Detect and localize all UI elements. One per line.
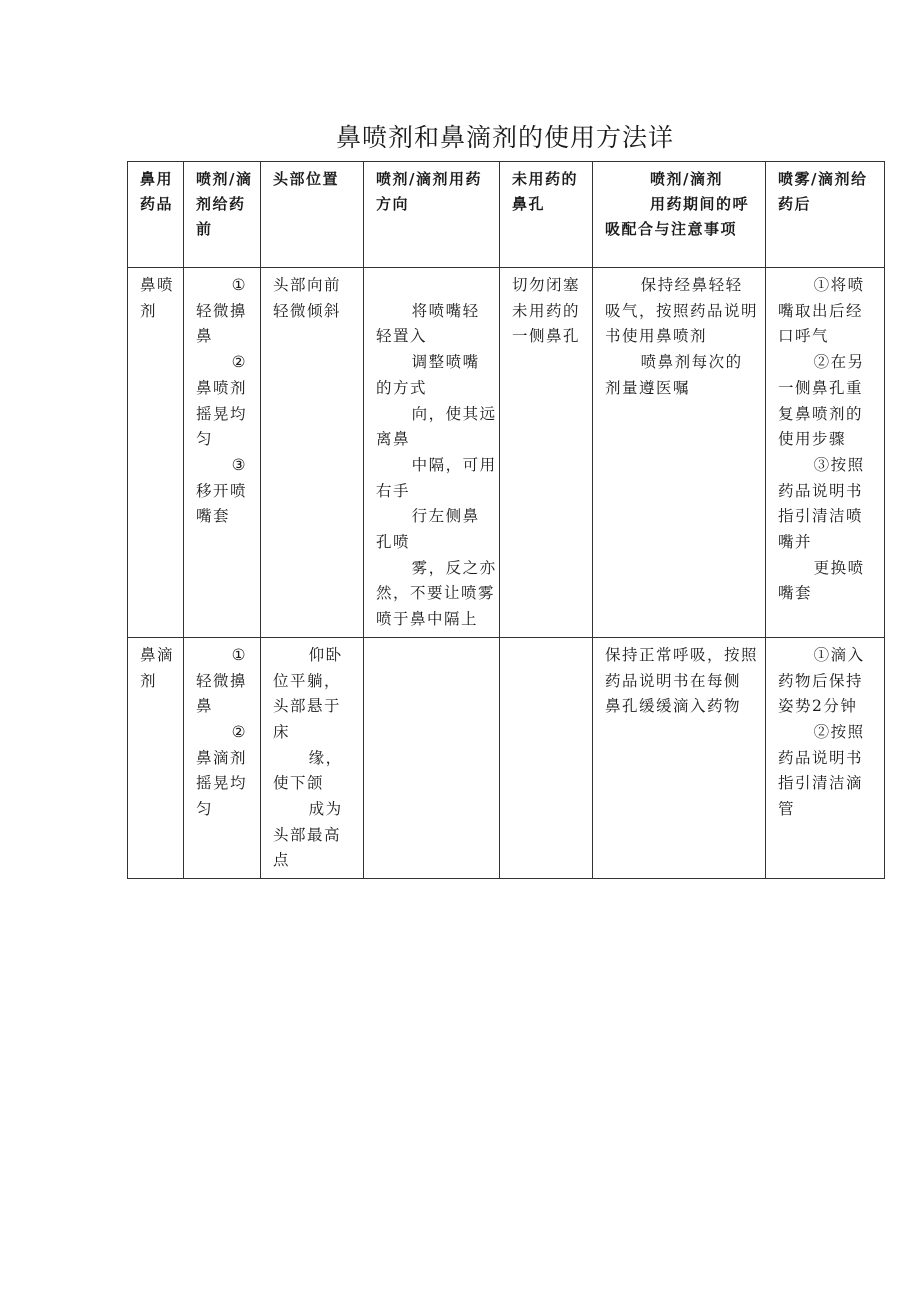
cell-line: 一侧鼻孔重: [778, 378, 864, 397]
cell-line: 未用药的: [512, 301, 581, 320]
cell-line: 保持经鼻轻轻: [640, 276, 743, 294]
cell-product: 鼻滴 剂: [128, 637, 184, 878]
cell-line: [376, 273, 499, 299]
cell-direction: [364, 637, 500, 878]
cell-line: ②: [231, 353, 248, 372]
cell-line: 药品说明书: [778, 481, 864, 500]
cell-line: 嘴并: [778, 533, 813, 552]
cell-line: 将喷嘴轻: [411, 301, 480, 320]
cell-line: 姿势2分钟: [778, 697, 858, 716]
cell-line: 鼻喷剂: [196, 378, 248, 397]
cell-product: 鼻喷 剂: [128, 268, 184, 638]
header-product: 鼻用 药品: [128, 162, 184, 268]
cell-line: 然，不要让喷雾: [376, 584, 496, 603]
cell-unused-nostril: [500, 268, 593, 638]
cell-unused-nostril: [500, 637, 593, 878]
cell-line: 保持正常呼吸，按照: [605, 645, 759, 664]
cell-after: [766, 637, 885, 878]
cell-line: 书使用鼻喷剂: [605, 327, 708, 346]
header-before: 喷剂/滴 剂给药 前: [184, 162, 261, 268]
cell-line: 头部向前: [273, 276, 342, 294]
cell-line: 行左侧鼻: [411, 507, 480, 526]
cell-line: 轻微擤: [196, 671, 248, 690]
cell-head-position: [261, 268, 364, 638]
cell-line: 一侧鼻孔: [512, 327, 581, 346]
cell-line: 喷鼻剂每次的: [640, 353, 743, 372]
header-unused-nostril: 未用药的 鼻孔: [500, 162, 593, 268]
cell-breathing: [593, 268, 766, 638]
cell-line: 缘，: [308, 748, 343, 767]
table-row: [128, 637, 885, 878]
cell-line: 使下颌: [273, 774, 325, 793]
cell-line: 指引清洁喷: [778, 507, 864, 526]
cell-direction: [364, 268, 500, 638]
cell-line: 轻微倾斜: [273, 301, 342, 320]
cell-before: [184, 637, 261, 878]
cell-line: 摇晃均: [196, 774, 248, 793]
cell-line: 调整喷嘴: [411, 353, 480, 372]
cell-line: ③: [231, 455, 248, 474]
cell-line: 吸气，按照药品说明: [605, 301, 759, 320]
page-title: 鼻喷剂和鼻滴剂的使用方法详: [335, 123, 674, 152]
usage-table: [127, 161, 885, 879]
cell-line: 喷于鼻中隔上: [376, 610, 479, 629]
cell-line: 离鼻: [376, 430, 411, 449]
cell-line: 管: [778, 800, 796, 819]
cell-line: 切勿闭塞: [512, 276, 581, 294]
cell-line: 鼻孔缓缓滴入药物: [605, 697, 742, 716]
cell-line: ②按照: [813, 722, 865, 741]
cell-line: 嘴套: [778, 584, 813, 603]
cell-line: 雾，反之亦: [411, 558, 497, 577]
cell-line: ①将喷: [813, 276, 865, 294]
cell-line: 鼻: [196, 697, 214, 716]
cell-line: ①滴入: [813, 645, 865, 664]
cell-line: 鼻: [196, 327, 214, 346]
header-direction: 喷剂/滴剂用药 方向: [364, 162, 500, 268]
cell-line: 匀: [196, 800, 214, 819]
cell-line: 鼻滴剂: [196, 748, 248, 767]
cell-line: 口呼气: [778, 327, 830, 346]
cell-line: 嘴套: [196, 507, 231, 526]
header-breathing: 喷剂/滴剂 用药期间的呼 吸配合与注意事项: [593, 162, 766, 268]
cell-line: 移开喷: [196, 481, 248, 500]
cell-line: 点: [273, 851, 291, 870]
cell-line: 向，使其远: [411, 404, 497, 423]
table-row: [128, 268, 885, 638]
cell-line: 仰卧: [308, 645, 343, 664]
cell-line: 药品说明书在每侧: [605, 671, 742, 690]
cell-line: 复鼻喷剂的: [778, 404, 864, 423]
cell-line: 摇晃均: [196, 404, 248, 423]
cell-line: 匀: [196, 430, 214, 449]
cell-before: [184, 268, 261, 638]
cell-after: [766, 268, 885, 638]
cell-line: 中隔，可用: [411, 455, 497, 474]
cell-line: 床: [273, 722, 291, 741]
cell-line: 孔喷: [376, 533, 411, 552]
cell-line: 使用步骤: [778, 430, 847, 449]
cell-line: 剂量遵医嘱: [605, 378, 691, 397]
cell-line: 轻置入: [376, 327, 428, 346]
cell-line: 药品说明书: [778, 748, 864, 767]
header-after: 喷雾/滴剂给 药后: [766, 162, 885, 268]
cell-line: 右手: [376, 481, 411, 500]
cell-line: ③按照: [813, 455, 865, 474]
cell-line: 的方式: [376, 378, 428, 397]
cell-line: 头部悬于: [273, 697, 342, 716]
cell-line: 位平躺，: [273, 671, 342, 690]
cell-line: 头部最高: [273, 825, 342, 844]
cell-line: ②: [231, 722, 248, 741]
cell-line: 嘴取出后经: [778, 301, 864, 320]
header-row: [128, 162, 885, 268]
cell-head-position: [261, 637, 364, 878]
cell-line: 指引清洁滴: [778, 774, 864, 793]
cell-line: 药物后保持: [778, 671, 864, 690]
cell-line: ①: [231, 276, 248, 294]
cell-line: 更换喷: [813, 558, 865, 577]
header-head-position: 头部位置: [261, 162, 364, 268]
cell-breathing: [593, 637, 766, 878]
cell-line: ②在另: [813, 353, 865, 372]
cell-line: 成为: [308, 800, 343, 819]
cell-line: ①: [231, 645, 248, 664]
cell-line: 轻微擤: [196, 301, 248, 320]
